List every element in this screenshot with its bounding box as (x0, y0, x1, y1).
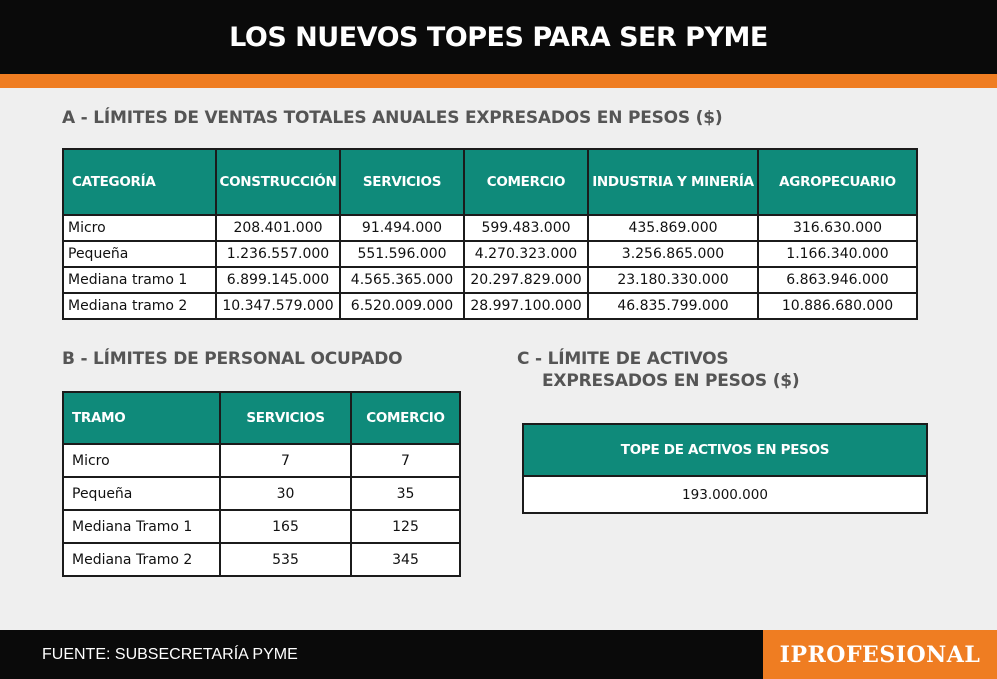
brand-logo-text: IPROFESIONAL (779, 641, 981, 668)
table-cell: 4.270.323.000 (464, 241, 588, 267)
table-cell: 6.863.946.000 (758, 267, 917, 293)
table-cell: 7 (220, 444, 351, 477)
column-header: TOPE DE ACTIVOS EN PESOS (523, 424, 927, 476)
table-header-row (63, 149, 917, 215)
table-cell: 7 (351, 444, 460, 477)
table-cell: 6.899.145.000 (216, 267, 340, 293)
table-row (63, 444, 460, 477)
column-header: SERVICIOS (220, 392, 351, 444)
table-row (63, 510, 460, 543)
personnel-limits-table (62, 391, 461, 577)
table-cell: 46.835.799.000 (588, 293, 758, 319)
table-cell: 208.401.000 (216, 215, 340, 241)
table-cell: 10.347.579.000 (216, 293, 340, 319)
sales-limits-table (62, 148, 918, 320)
table-cell: 10.886.680.000 (758, 293, 917, 319)
source-label: FUENTE: SUBSECRETARÍA PYME (42, 645, 298, 663)
row-label: Micro (63, 444, 220, 477)
accent-divider (0, 74, 997, 88)
table-cell: 535 (220, 543, 351, 576)
table-cell: 23.180.330.000 (588, 267, 758, 293)
table-cell: 551.596.000 (340, 241, 464, 267)
column-header: COMERCIO (464, 149, 588, 215)
table-cell: 599.483.000 (464, 215, 588, 241)
table-cell: 125 (351, 510, 460, 543)
row-label: Mediana tramo 1 (63, 267, 216, 293)
section-b-title: B - LÍMITES DE PERSONAL OCUPADO (62, 349, 403, 369)
table-cell: 193.000.000 (523, 476, 927, 513)
table-cell: 91.494.000 (340, 215, 464, 241)
table-row (523, 476, 927, 513)
row-label: Pequeña (63, 477, 220, 510)
table-row (63, 241, 917, 267)
table-cell: 1.166.340.000 (758, 241, 917, 267)
section-c-title: C - LÍMITE DE ACTIVOS (517, 349, 729, 369)
row-label: Mediana tramo 2 (63, 293, 216, 319)
row-label: Micro (63, 215, 216, 241)
table-cell: 35 (351, 477, 460, 510)
row-label: Mediana Tramo 2 (63, 543, 220, 576)
column-header: SERVICIOS (340, 149, 464, 215)
table-cell: 6.520.009.000 (340, 293, 464, 319)
table-cell: 3.256.865.000 (588, 241, 758, 267)
table-cell: 316.630.000 (758, 215, 917, 241)
title-banner (0, 0, 997, 74)
table-row (63, 293, 917, 319)
table-cell: 345 (351, 543, 460, 576)
column-header: INDUSTRIA Y MINERÍA (588, 149, 758, 215)
table-header-row (63, 392, 460, 444)
column-header: COMERCIO (351, 392, 460, 444)
row-label: Mediana Tramo 1 (63, 510, 220, 543)
section-c-subtitle: EXPRESADOS EN PESOS ($) (542, 371, 800, 391)
table-cell: 20.297.829.000 (464, 267, 588, 293)
brand-logo (763, 630, 997, 679)
table-cell: 165 (220, 510, 351, 543)
column-header: CONSTRUCCIÓN (216, 149, 340, 215)
table-cell: 28.997.100.000 (464, 293, 588, 319)
table-row (63, 215, 917, 241)
column-header: TRAMO (63, 392, 220, 444)
page-title: LOS NUEVOS TOPES PARA SER PYME (229, 21, 768, 53)
column-header: AGROPECUARIO (758, 149, 917, 215)
section-a-title: A - LÍMITES DE VENTAS TOTALES ANUALES EXPRESADOS EN PESOS ($) (62, 108, 723, 128)
table-cell: 435.869.000 (588, 215, 758, 241)
footer (0, 630, 997, 679)
table-cell: 30 (220, 477, 351, 510)
table-row (63, 543, 460, 576)
assets-limit-table (522, 423, 928, 514)
table-row (63, 477, 460, 510)
table-cell: 1.236.557.000 (216, 241, 340, 267)
table-header-row (523, 424, 927, 476)
table-row (63, 267, 917, 293)
row-label: Pequeña (63, 241, 216, 267)
column-header: CATEGORÍA (63, 149, 216, 215)
table-cell: 4.565.365.000 (340, 267, 464, 293)
